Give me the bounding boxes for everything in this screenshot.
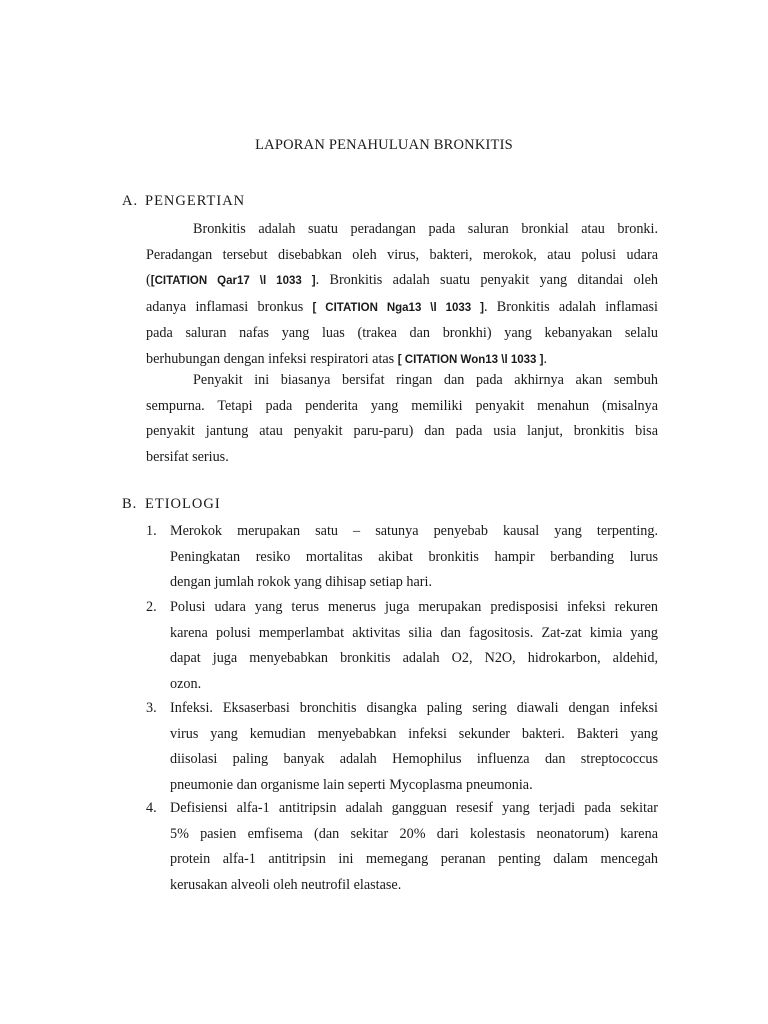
list-number: 3. bbox=[146, 700, 157, 716]
list-item-etiologi-2 bbox=[146, 595, 658, 697]
text-line: Bronkitis adalah suatu peradangan pada saluran bronkial atau bronki. bbox=[193, 221, 658, 237]
text-line: protein alfa-1 antitripsin ini memegang peranan penting dalam mencegah bbox=[170, 851, 658, 867]
section-title: ETIOLOGI bbox=[145, 496, 221, 512]
paragraph-pengertian-2 bbox=[146, 368, 658, 470]
list-item-etiologi-3 bbox=[146, 696, 658, 798]
text-fragment: ( bbox=[146, 272, 151, 288]
text-line: Peradangan tersebut disebabkan oleh virus, bakteri, merokok, atau polusi udara bbox=[146, 246, 658, 263]
text-fragment: . Bronkitis adalah inflamasi bbox=[483, 298, 659, 315]
text-fragment: . bbox=[543, 350, 547, 367]
text-line bbox=[146, 268, 658, 295]
section-title: PENGERTIAN bbox=[145, 193, 246, 209]
list-item-body bbox=[170, 696, 658, 798]
text-line: Infeksi. Eksaserbasi bronchitis disangka paling sering diawali dengan infeksi bbox=[170, 700, 658, 716]
list-item-body bbox=[170, 519, 658, 596]
list-number: 4. bbox=[146, 800, 157, 816]
citation-field: [ CITATION Won13 \l 1033 ] bbox=[397, 353, 544, 366]
list-item-etiologi-1 bbox=[146, 519, 658, 596]
paragraph-pengertian-1 bbox=[146, 217, 658, 373]
text-line: Peningkatan resiko mortalitas akibat bronkitis hampir berbanding lurus bbox=[170, 548, 658, 565]
section-heading-pengertian bbox=[122, 193, 245, 210]
text-line: Penyakit ini biasanya bersifat ringan dan pada akhirnya akan sembuh bbox=[193, 372, 658, 388]
text-line: Defisiensi alfa-1 antitripsin adalah gangguan resesif yang terjadi pada sekitar bbox=[170, 800, 658, 816]
section-heading-etiologi bbox=[122, 496, 221, 513]
text-line: dengan jumlah rokok yang dihisap setiap hari. bbox=[170, 574, 433, 590]
text-fragment: . Bronkitis adalah suatu penyakit yang ditandai oleh bbox=[315, 272, 658, 288]
text-line: Polusi udara yang terus menerus juga merupakan predisposisi infeksi rekuren bbox=[170, 599, 658, 615]
text-line: ozon. bbox=[170, 675, 202, 692]
section-letter: A. bbox=[122, 193, 139, 209]
text-line: pneumonie dan organisme lain seperti Mycoplasma pneumonia. bbox=[170, 776, 533, 793]
text-fragment: berhubungan dengan infeksi respiratori atas bbox=[146, 350, 398, 367]
citation-field: [ CITATION Nga13 \l 1033 ] bbox=[312, 301, 484, 314]
text-line bbox=[146, 295, 658, 322]
text-line: kerusakan alveoli oleh neutrofil elastase. bbox=[170, 876, 402, 893]
text-line: Merokok merupakan satu – satunya penyebab kausal yang terpenting. bbox=[170, 523, 658, 539]
list-item-body bbox=[170, 595, 658, 697]
text-line: dapat juga menyebabkan bronkitis adalah O2, N2O, hidrokarbon, aldehid, bbox=[170, 650, 658, 666]
text-line: virus yang kemudian menyebabkan infeksi sekunder bakteri. Bakteri yang bbox=[170, 725, 658, 742]
section-letter: B. bbox=[122, 496, 138, 512]
text-line: bersifat serius. bbox=[146, 448, 229, 465]
text-line: diisolasi paling banyak adalah Hemophilus influenza dan streptococcus bbox=[170, 751, 658, 767]
list-number: 2. bbox=[146, 599, 157, 615]
citation-field: [CITATION Qar17 \l 1033 ] bbox=[150, 275, 316, 287]
list-item-etiologi-4 bbox=[146, 796, 658, 898]
text-fragment: adanya inflamasi bronkus bbox=[146, 298, 313, 315]
text-line: 5% pasien emfisema (dan sekitar 20% dari kolestasis neonatorum) karena bbox=[170, 825, 658, 842]
text-line: karena polusi memperlambat aktivitas silia dan fagositosis. Zat-zat kimia yang bbox=[170, 624, 658, 641]
text-line: penyakit jantung atau penyakit paru-paru) dan pada usia lanjut, bronkitis bisa bbox=[146, 423, 658, 439]
list-item-body bbox=[170, 796, 658, 898]
text-line: sempurna. Tetapi pada penderita yang memiliki penyakit menahun (misalnya bbox=[146, 397, 658, 414]
document-title: LAPORAN PENAHULUAN BRONKITIS bbox=[255, 137, 513, 153]
list-number: 1. bbox=[146, 523, 157, 539]
text-line: pada saluran nafas yang luas (trakea dan bronkhi) yang kebanyakan selalu bbox=[146, 325, 658, 341]
